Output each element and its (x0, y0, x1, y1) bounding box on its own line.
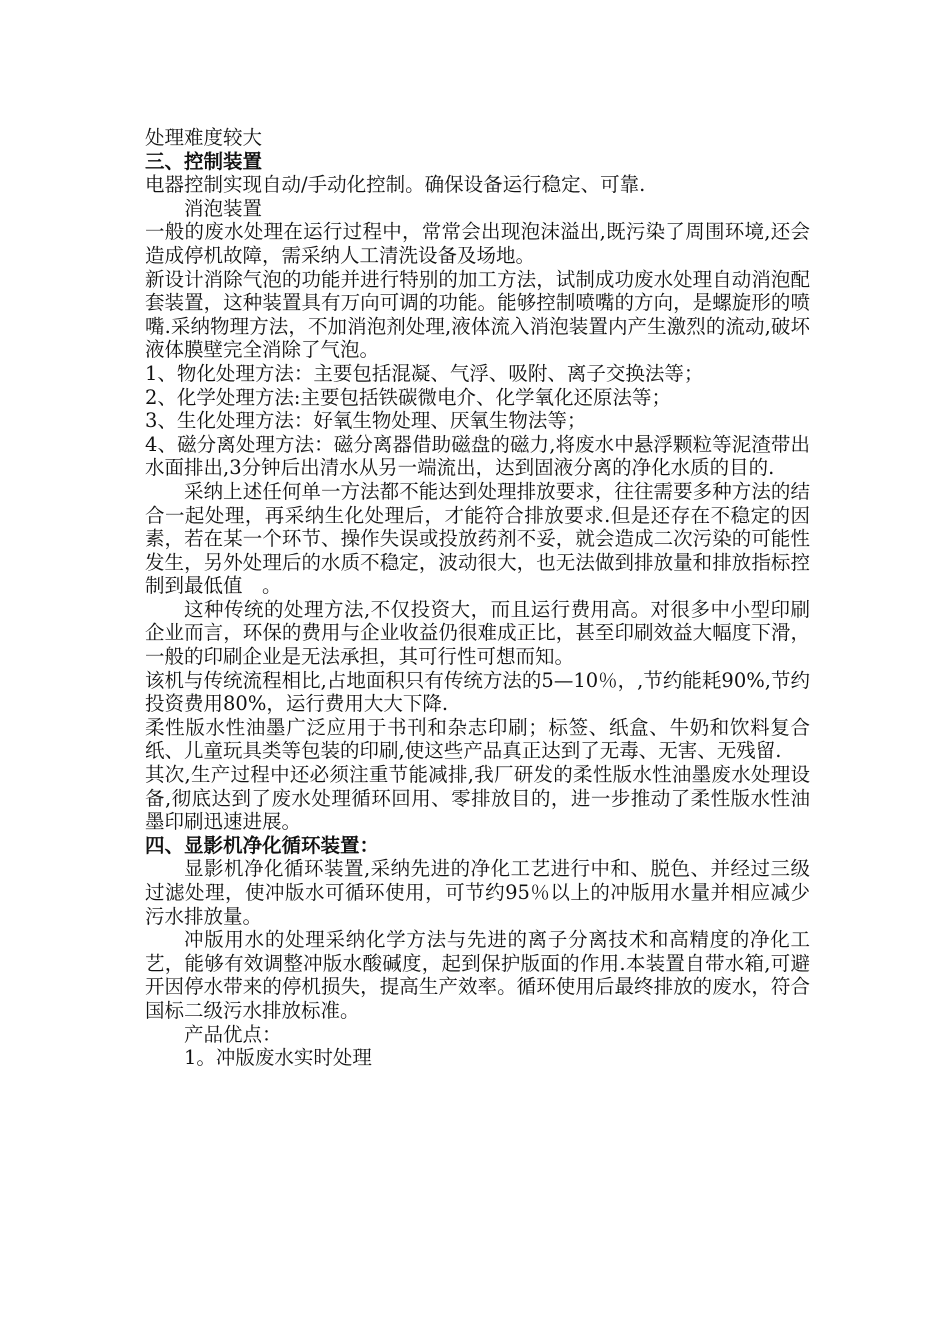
section-heading-control: 三、控制装置 (145, 149, 263, 173)
paragraph: 一般的废水处理在运行过程中，常常会出现泡沫溢出,既污染了周围环境,还会造成停机故障，需采纳人工清洗设备及场地。 (145, 220, 810, 267)
document-body (145, 126, 810, 1070)
list-item: 4、磁分离处理方法：磁分离器借助磁盘的磁力,将废水中悬浮颗粒等泥渣带出水面排出,3分钟后出清水从另一端流出，达到固液分离的净化水质的目的. (145, 432, 810, 480)
paragraph: 显影机净化循环装置,采纳先进的净化工艺进行中和、脱色、并经过三级过滤处理，使冲版水可循环使用，可节约95％以上的冲版用水量并相应减少污水排放量。 (145, 857, 810, 928)
paragraph: 冲版用水的处理采纳化学方法与先进的离子分离技术和高精度的净化工艺，能够有效调整冲版水酸碱度，起到保护版面的作用.本装置自带水箱,可避开因停水带来的停机损失，提高生产效率。循环使用后最终排放的废水，符合国标二级污水排放标准。 (145, 928, 810, 1022)
paragraph: 采纳上述任何单一方法都不能达到处理排放要求，往往需要多种方法的结合一起处理，再采纳生化处理后，才能符合排放要求.但是还存在不稳定的因素，若在某一个环节、操作失误或投放药剂不妥，就会造成二次污染的可能性发生，另外处理后的水质不稳定，波动很大，也无法做到排放量和排放指标控制到最低值 。 (145, 479, 810, 598)
paragraph: 处理难度较大 (145, 126, 263, 149)
subheading-defoam: 消泡装置 (184, 196, 263, 220)
list-item: 2、化学处理方法:主要包括铁碳微电介、化学氧化还原法等； (145, 385, 671, 409)
paragraph: 电器控制实现自动/手动化控制。确保设备运行稳定、可靠. (145, 173, 646, 197)
section-heading-developer: 四、显影机净化循环装置： (145, 833, 380, 857)
paragraph: 其次,生产过程中还必须注重节能减排,我厂研发的柔性版水性油墨废水处理设备,彻底达到了废水处理循环回用、零排放目的，进一步推动了柔性版水性油墨印刷迅速进展。 (145, 763, 810, 834)
paragraph: 这种传统的处理方法,不仅投资大，而且运行费用高。对很多中小型印刷企业而言，环保的费用与企业收益仍很难成正比，甚至印刷效益大幅度下滑，一般的印刷企业是无法承担，其可行性可想而知。 (145, 597, 810, 669)
subheading-advantages: 产品优点： (184, 1022, 282, 1046)
list-item: 1、物化处理方法：主要包括混凝、气浮、吸附、离子交换法等； (145, 361, 704, 385)
list-item: 3、生化处理方法：好氧生物处理、厌氧生物法等； (145, 409, 587, 433)
paragraph: 新设计消除气泡的功能并进行特别的加工方法，试制成功废水处理自动消泡配套装置，这种装置具有万向可调的功能。能够控制喷嘴的方向，是螺旋形的喷嘴.采纳物理方法，不加消泡剂处理,液体流入消泡装置内产生激烈的流动,破坏液体膜壁完全消除了气泡。 (145, 267, 810, 362)
paragraph: 该机与传统流程相比,占地面积只有传统方法的5—10％，,节约能耗90%,节约投资费用80%，运行费用大大下降. (145, 668, 810, 716)
paragraph: 柔性版水性油墨广泛应用于书刊和杂志印刷；标签、纸盒、牛奶和饮料复合纸、儿童玩具类等包装的印刷,使这些产品真正达到了无毒、无害、无残留. (145, 715, 810, 763)
list-item: 1。冲版废水实时处理 (184, 1046, 372, 1070)
